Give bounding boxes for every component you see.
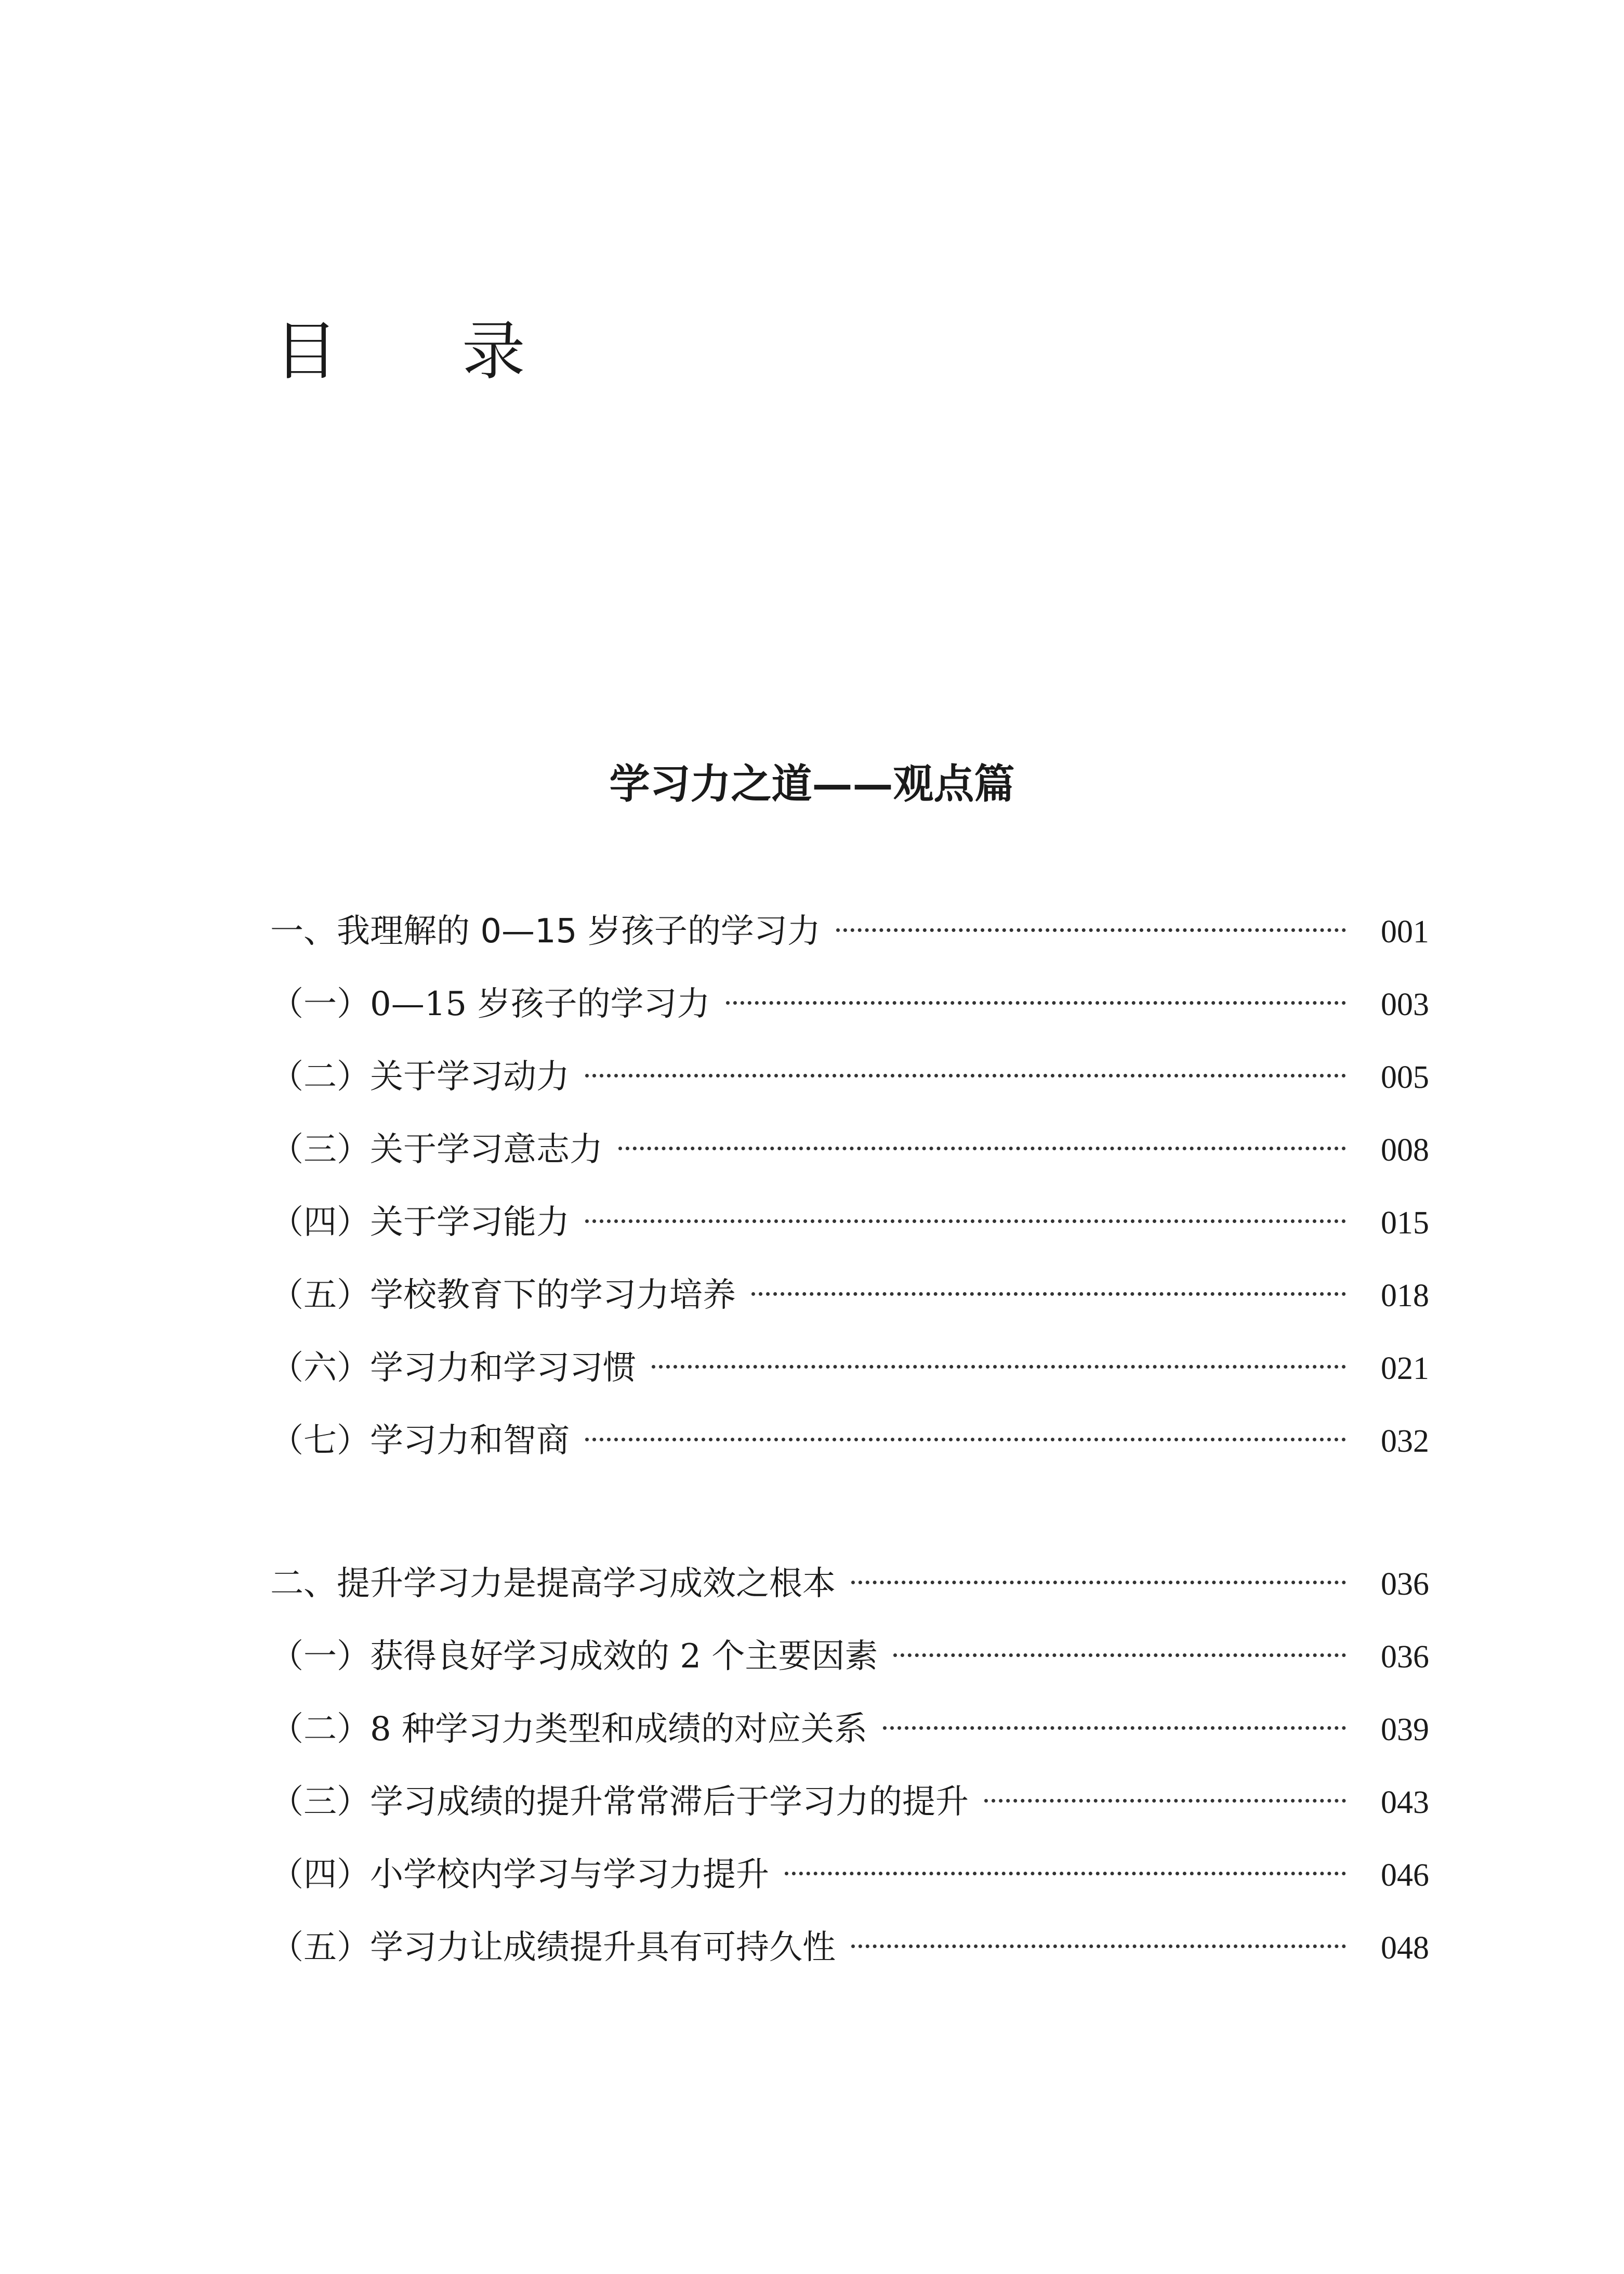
toc-entry-label: （五）学校教育下的学习力培养 (270, 1276, 736, 1315)
toc-page-number: 001 (1381, 914, 1429, 950)
toc-entry[interactable] (270, 1424, 1429, 1497)
dot-leader (585, 1438, 1346, 1441)
dot-leader (726, 1001, 1346, 1005)
toc-entry[interactable] (270, 1785, 1429, 1858)
toc-page-number: 021 (1381, 1351, 1429, 1386)
toc-page-number: 036 (1381, 1639, 1429, 1675)
dot-leader (751, 1292, 1346, 1296)
toc-entry-label: （四）小学校内学习与学习力提升 (270, 1856, 769, 1894)
toc-entry[interactable] (270, 1276, 1429, 1351)
toc-page-number: 003 (1381, 987, 1429, 1022)
toc-entry[interactable] (270, 1710, 1429, 1785)
dot-leader (652, 1365, 1346, 1369)
toc-entry[interactable] (270, 1928, 1429, 2004)
dot-leader (836, 928, 1346, 932)
dot-leader (785, 1872, 1346, 1875)
toc-entry[interactable] (270, 1637, 1429, 1713)
toc-page-number: 043 (1381, 1785, 1429, 1820)
toc-entry[interactable] (270, 1060, 1429, 1133)
toc-entry[interactable] (270, 1351, 1429, 1424)
dot-leader (851, 1944, 1346, 1948)
toc-entry-label: （四）关于学习能力 (270, 1203, 570, 1242)
dot-leader (585, 1219, 1346, 1223)
toc-entry-label: 一、我理解的 0—15 岁孩子的学习力 (270, 912, 821, 951)
dot-leader (893, 1653, 1346, 1657)
toc-entry-label: （七）学习力和智商 (270, 1422, 570, 1460)
toc-entry[interactable] (270, 1858, 1429, 1931)
toc-page-number: 048 (1381, 1930, 1429, 1966)
toc-group-2 (270, 1567, 1429, 2004)
toc-entry-label: （一）0—15 岁孩子的学习力 (270, 985, 710, 1023)
toc-entry[interactable] (270, 985, 1429, 1060)
toc-page-number: 018 (1381, 1278, 1429, 1313)
toc-page-number: 039 (1381, 1712, 1429, 1747)
toc-entry-label: 二、提升学习力是提高学习成效之根本 (270, 1565, 836, 1603)
toc-entry[interactable] (270, 1203, 1429, 1279)
page-title: 目 录 (274, 314, 577, 388)
dot-leader (618, 1147, 1346, 1150)
dot-leader (984, 1799, 1346, 1803)
toc-entry-label: （六）学习力和学习习惯 (270, 1349, 636, 1387)
toc-entry[interactable] (270, 1133, 1429, 1206)
toc-page-number: 015 (1381, 1205, 1429, 1241)
toc-entry-label: （二）8 种学习力类型和成绩的对应关系 (270, 1710, 868, 1749)
toc-page-number: 036 (1381, 1567, 1429, 1602)
toc-entry-label: （三）学习成绩的提升常常滞后于学习力的提升 (270, 1783, 969, 1821)
dot-leader (851, 1581, 1346, 1584)
dot-leader (883, 1726, 1346, 1730)
dot-leader (585, 1074, 1346, 1077)
toc-page-number: 032 (1381, 1424, 1429, 1459)
toc-chapter-2[interactable] (270, 1567, 1429, 1640)
toc-page-number: 005 (1381, 1060, 1429, 1095)
toc-entry-label: （三）关于学习意志力 (270, 1131, 603, 1169)
toc-page-number: 008 (1381, 1133, 1429, 1168)
toc-group-1 (270, 912, 1429, 1497)
toc-page-number: 046 (1381, 1858, 1429, 1893)
toc-entry-label: （五）学习力让成绩提升具有可持久性 (270, 1928, 836, 1967)
section-heading: 学习力之道——观点篇 (609, 760, 1015, 808)
toc-entry-label: （二）关于学习动力 (270, 1058, 570, 1096)
toc-chapter-1[interactable] (270, 912, 1429, 988)
toc-entry-label: （一）获得良好学习成效的 2 个主要因素 (270, 1637, 878, 1676)
